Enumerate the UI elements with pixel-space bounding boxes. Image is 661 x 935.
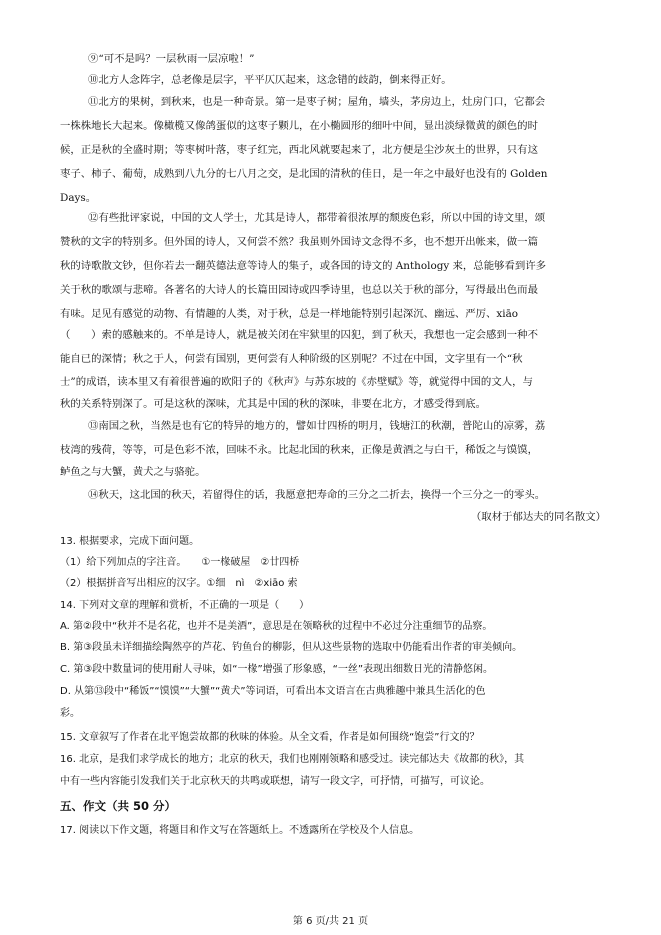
passage-line: 有味。足见有感觉的动物、有情趣的人类，对于秋，总是一样地能特别引起深沉、幽远、严厉、xiāo — [60, 308, 519, 320]
question-14-option-d: D. 从第⑬段中“稀饭”“馍馍”“大蟹”“黄犬”等词语，可看出本文语言在古典雅趣中兼具生活化的色 — [60, 686, 486, 697]
passage-line: 秋的诗歌散文钞，但你若去一翻英德法意等诗人的集子，或各国的诗文的 Anthology 来，总能够看到许多 — [60, 260, 547, 272]
question-14-option-d-cont: 彩。 — [60, 708, 80, 719]
question-14: 14. 下列对文章的理解和赏析，不正确的一项是（ ） — [60, 600, 310, 611]
question-15: 15. 文章叙写了作者在北平饱尝故都的秋味的体验。从全文看，作者是如何围绕“饱尝”行文的？ — [60, 732, 480, 743]
question-13: 13. 根据要求，完成下面问题。 — [60, 536, 200, 547]
passage-line: ⑬南国之秋，当然是也有它的特异的地方的，譬如廿四桥的明月，钱塘江的秋潮，普陀山的凉雾，荔 — [88, 420, 546, 432]
passage-line: ⑩北方人念阵字，总老像是层字，平平仄仄起来，这念错的歧韵，倒来得正好。 — [88, 74, 452, 86]
passage-line: 能自已的深情；秋之于人，何尝有国别，更何尝有人种阶级的区别呢？不过在中国，文字里有一个“秋 — [60, 353, 523, 365]
passage-source: （取材于郁达夫的同名散文） — [470, 511, 606, 523]
question-14-option-c: C. 第③段中数量词的使用耐人寻味，如“一椽”增强了形象感，“一丝”表现出细数日光的清静悠闲。 — [60, 664, 494, 675]
question-17: 17. 阅读以下作文题，将题目和作文写在答题纸上。不透露所在学校及个人信息。 — [60, 825, 420, 836]
passage-line: （ ）索的感触来的。不单是诗人，就是被关闭在牢狱里的囚犯，到了秋天，我想也一定会感到一种不 — [60, 329, 538, 341]
passage-line: 枝湾的残荷，等等，可是色彩不浓，回味不永。比起北国的秋来，正像是黄酒之与白干，稀饭之与馍馍， — [60, 444, 538, 456]
page-footer: 第 6 页/共 21 页 — [292, 916, 369, 927]
question-16: 16. 北京，是我们求学成长的地方；北京的秋天，我们也刚刚领略和感受过。读完郁达夫《故都的秋》，其 — [60, 754, 525, 765]
passage-line: ⑨“可不是吗？一层秋雨一层凉啦！” — [88, 53, 255, 65]
passage-line: 一株株地长大起来。像橄榄又像鸽蛋似的这枣子颗儿，在小椭圆形的细叶中间，显出淡绿微黄的颜色的时 — [60, 120, 538, 132]
passage-line: ⑪北方的果树，到秋来，也是一种奇景。第一是枣子树；屋角，墙头，茅房边上，灶房门口，它都会 — [88, 96, 546, 108]
passage-line: Days。 — [60, 192, 97, 204]
passage-line: 赞秋的文字的特别多。但外国的诗人，又何尝不然？我虽则外国诗文念得不多，也不想开出帐来，做一篇 — [60, 236, 538, 248]
passage-line: 鲈鱼之与大蟹，黄犬之与骆驼。 — [60, 466, 206, 478]
question-14-option-a: A. 第②段中“秋并不是名花，也并不是美酒”，意思是在领略秋的过程中不必过分注重细节的品察。 — [60, 621, 493, 632]
passage-line: 秋的关系特别深了。可是这秋的深味，尤其是中国的秋的深味，非要在北方，才感受得到底。 — [60, 398, 487, 410]
passage-line: ⑫有些批评家说，中国的文人学士，尤其是诗人，都带着很浓厚的颓废色彩，所以中国的诗文里，颂 — [88, 212, 546, 224]
passage-line: 士”的成语，读本里又有着很普遍的欧阳子的《秋声》与苏东坡的《赤壁赋》等，就觉得中国的文人，与 — [60, 376, 533, 388]
question-13-part-2: （2）根据拼音写出相应的汉字。①细 nì ②xiāo 索 — [60, 578, 298, 589]
question-14-option-b: B. 第③段虽未详细描绘陶然亭的芦花、钓鱼台的柳影，但从这些景物的选取中仍能看出作者的审美倾向。 — [60, 642, 523, 653]
question-13-part-1: （1）给下列加点的字注音。 ①一椽破屋 ②廿四桥 — [60, 557, 300, 568]
passage-line: ⑭秋天，这北国的秋天，若留得住的话，我愿意把寿命的三分之二折去，换得一个三分之一的零头。 — [88, 489, 546, 501]
section-heading: 五、作文（共 50 分） — [60, 799, 177, 813]
question-16-cont: 中有一些内容能引发我们关于北京秋天的共鸣或联想，请写一段文字，可抒情，可描写，可议论。 — [60, 776, 490, 787]
passage-line: 枣子、柿子、葡萄，成熟到八九分的七八月之交，是北国的清秋的佳日，是一年之中最好也没有的 Golden — [60, 168, 548, 180]
passage-line: 候，正是秋的全盛时期；等枣树叶落，枣子红完，西北风就要起来了，北方便是尘沙灰土的世界，只有这 — [60, 144, 538, 156]
passage-line: 关于秋的歌颂与悲啼。各著名的大诗人的长篇田园诗或四季诗里，也总以关于秋的部分，写得最出色而最 — [60, 284, 538, 296]
